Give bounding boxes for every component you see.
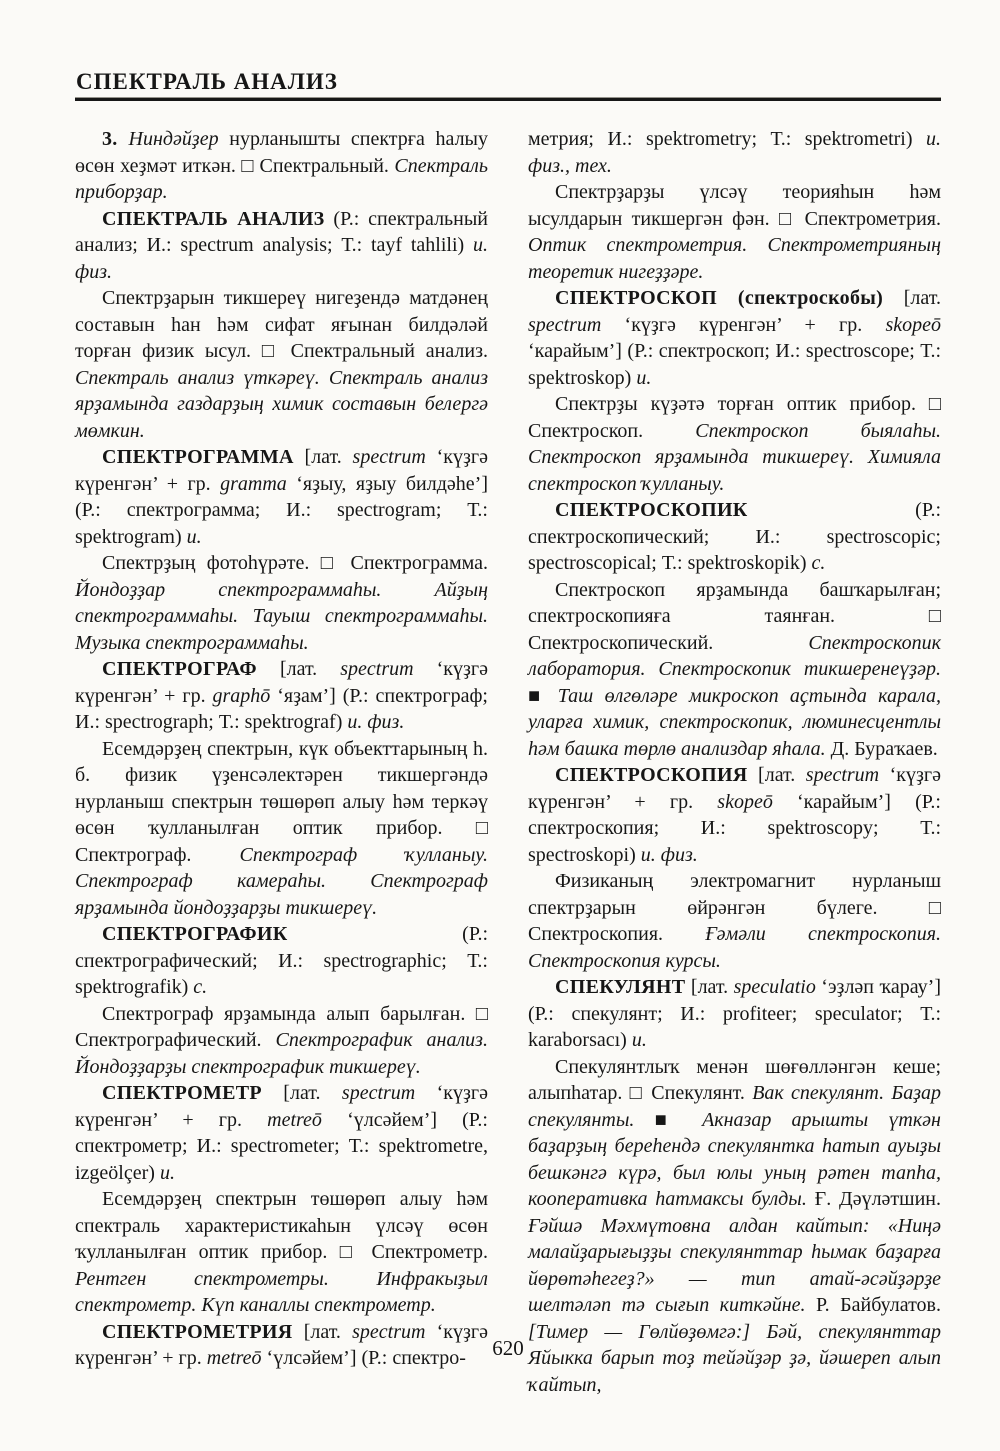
body-text: Р. Байбулатов. bbox=[805, 1294, 942, 1316]
dictionary-paragraph bbox=[528, 974, 941, 1054]
body-text: Физиканың электромагнит нурланыш спектрҙарын өйрәнгән бүлеге. □ Спектроскопия. bbox=[528, 870, 941, 945]
body-text: Есемдәрҙең спектрын төшөрөп алыу һәм спектраль характеристикаһын үлсәү өсөн ҡулланылған оптик прибор. □ Спектрометр. bbox=[75, 1188, 488, 1263]
body-text: ‘үлсәйем’] (Р.: спектро- bbox=[261, 1347, 466, 1369]
body-text: Спектрҙың фотоһүрәте. □ Спектрограмма. bbox=[102, 552, 488, 574]
header-rule-thick bbox=[75, 98, 941, 101]
headword-text: СПЕКТРАЛЬ АНАЛИЗ bbox=[102, 207, 325, 230]
body-text: ‘карайым’] (Р.: спектроскопия; И.: spektroscopy; Т.: spectroskopi) bbox=[528, 790, 941, 866]
italic-text: spectrum bbox=[528, 313, 602, 336]
italic-text: Оптик спектрометрия. Спектрометрияның теоретик нигеҙҙәре. bbox=[528, 234, 941, 283]
body-text: ‘күҙгә күренгән’ + гр. bbox=[601, 313, 886, 336]
italic-text: и. bbox=[631, 1029, 647, 1051]
body-text: Спектрограф ярҙамында алып барылған. □ Спектрографический. bbox=[75, 1002, 488, 1051]
italic-text: Вак спекулянт. Баҙар спекулянты. bbox=[528, 1082, 941, 1131]
body-text: Есемдәрҙең спектрын, күк объекттарының һ. б. физик үҙенсәлектәрен тикшергәндә нурланыш спектрын төшөрөп алыу һәм теркәү өсөн ҡулланылған оптик прибор. □ Спектрограф. bbox=[75, 737, 488, 866]
body-text: (Р.: спектрографический; И.: spectrographic; Т.: spektrografik) bbox=[75, 923, 488, 998]
italic-text: и. физ. bbox=[75, 234, 488, 283]
body-text: [лат. bbox=[293, 446, 353, 468]
body-text: ‘күҙгә күренгән’ + гр. bbox=[75, 1082, 488, 1131]
italic-text: spectrum bbox=[352, 446, 426, 468]
body-text: Спектрҙарҙы үлсәү теорияһын һәм ысулдарын тикшергән фән. □ Спектрометрия. bbox=[528, 181, 941, 230]
body-text: Д. Бураҡаев. bbox=[825, 737, 938, 760]
body-text: [лат. bbox=[261, 1082, 342, 1104]
headword-text: СПЕКТРОСКОПИЯ bbox=[555, 764, 748, 786]
italic-text: [Тимер — Гөлйөҙөмгә:] Бәй, спекулянттар Яйыкка барып тоҙ тейәйҙәр ҙә, йәшереп алып ҡайтып, bbox=[528, 1320, 941, 1396]
body-text: ‘күҙгә күренгән’ + гр. bbox=[75, 1320, 488, 1369]
italic-text: Ғәйшә Мәхмүтовна алдан кайтып: «Ниңә малайҙарығыҙҙы спекулянттар һымак баҙарға йөрөтәһегеҙ?» — тип атай-әсәйҙәрҙе шелтәләп тә сығып киткәйне. bbox=[528, 1214, 941, 1316]
headword-text: СПЕКТРОСКОПИК bbox=[555, 499, 748, 521]
body-text: ‘яҙыу, яҙыу билдәһе’] (Р.: спектрограмма; И.: spectrogram; Т.: spektrogram) bbox=[75, 472, 488, 548]
headword-text: СПЕКТРОГРАФ bbox=[102, 658, 257, 680]
dictionary-paragraph bbox=[75, 1186, 488, 1319]
italic-text: Спектроскоп быялаһы. Спектроскоп ярҙамында тикшереү. Химияла спектроскоп ҡулланыу. bbox=[528, 419, 941, 495]
italic-text: Рентген спектрометры. Инфракыҙыл спектрометр. Күп каналлы спектрометр. bbox=[75, 1267, 488, 1316]
italic-text: Спектрограф ҡулланыу. Спектрограф камераһы. Спектрограф ярҙамында йондоҙҙарҙы тикшереү. bbox=[75, 843, 488, 919]
body-text: [лат. bbox=[883, 287, 941, 309]
italic-text: metreō bbox=[267, 1108, 322, 1131]
body-text: Ғ. Дәүләтшин. bbox=[806, 1188, 941, 1210]
body-text: (Р.: спектроскопический; И.: spectroscopic; spectroscopical; Т.: spektroskopik) bbox=[528, 499, 941, 574]
body-text: Спектроскоп ярҙамында башҡарылған; спектроскопияға таянған. □ Спектроскопический. bbox=[528, 578, 941, 654]
dictionary-paragraph bbox=[75, 206, 488, 286]
body-text: Спекулянтлыҡ менән шөғөлләнгән кеше; алыпһатар. □ Спекулянт. bbox=[528, 1055, 941, 1104]
italic-text: spectrum bbox=[805, 764, 880, 786]
italic-text: с. bbox=[811, 552, 826, 574]
italic-text: и. bbox=[636, 366, 652, 389]
body-text: [лат. bbox=[747, 764, 806, 786]
body-text: Спектрҙы күҙәтә торған оптик прибор. □ Спектроскоп. bbox=[528, 393, 941, 442]
dictionary-paragraph bbox=[528, 285, 941, 391]
headword-text: СПЕКУЛЯНТ bbox=[555, 976, 686, 998]
italic-text: Спектрографик анализ. Йондоҙҙарҙы спектрографик тикшереү. bbox=[75, 1029, 488, 1078]
dictionary-paragraph bbox=[528, 577, 941, 763]
dictionary-paragraph bbox=[528, 497, 941, 577]
italic-text: Акназар арышты үткән баҙарҙың береһендә спекулянтка һатып ауыҙы бешкәнгә күрә, был юлы уның рәтен тапһа, кооперативка һатмаксы булды. bbox=[528, 1108, 941, 1210]
headword-text: СПЕКТРОСКОП (спектроскобы) bbox=[555, 287, 884, 309]
body-text: ■ bbox=[528, 684, 558, 707]
italic-text: и. bbox=[186, 525, 202, 548]
italic-text: Спектраль анализ үткәреү. Спектраль анализ ярҙамында газдарҙың химик составын белергә мөмкин. bbox=[75, 366, 488, 442]
header-rule bbox=[75, 97, 941, 101]
dictionary-paragraph bbox=[528, 391, 941, 497]
italic-text: speculatio bbox=[733, 976, 816, 998]
italic-text: Спектроскопик лаборатория. Спектроскопик тикшеренеүҙәр. bbox=[528, 631, 941, 680]
headword-text: СПЕКТРОМЕТР bbox=[102, 1082, 262, 1104]
body-text: ‘карайым’] (Р.: спектроскоп; И.: spectroscope; Т.: spektroskop) bbox=[528, 340, 941, 389]
dictionary-paragraph bbox=[75, 736, 488, 922]
body-text: Спектрҙарын тикшереү нигеҙендә матдәнең составын һан һәм сифат яғынан билдәләй торған физик ысул. □ Спектральный анализ. bbox=[75, 287, 488, 362]
body-text: ‘күҙгә күренгән’ + гр. bbox=[528, 764, 941, 813]
dictionary-paragraph bbox=[528, 126, 941, 179]
body-text: [лат. bbox=[292, 1320, 353, 1343]
body-text: ‘эҙләп ҡарау’] (Р.: спекулянт; И.: profiteer; speculator; Т.: karaborsacı) bbox=[528, 976, 941, 1051]
dictionary-paragraph bbox=[75, 1001, 488, 1081]
dictionary-paragraph bbox=[528, 179, 941, 285]
body-text: [лат. bbox=[256, 658, 341, 680]
italic-text: metreō bbox=[206, 1347, 262, 1369]
italic-text: spectrum bbox=[340, 658, 414, 680]
italic-text: graphō bbox=[212, 684, 271, 707]
dictionary-paragraph bbox=[528, 868, 941, 974]
body-text: (Р.: спектральный анализ; И.: spectrum analysis; Т.: tayf tahlili) bbox=[75, 207, 489, 256]
body-text: ‘үлсәйем’] (Р.: спектрометр; И.: spectrometer; Т.: spektrometre, izgeölçer) bbox=[75, 1108, 488, 1184]
headword-text: СПЕКТРОГРАФИК bbox=[102, 923, 288, 945]
body-text: нурланышты спектрға һалыу өсөн хеҙмәт иткән. □ Спектральный. bbox=[75, 128, 488, 177]
italic-text: и. bbox=[159, 1161, 175, 1184]
italic-text: gramma bbox=[220, 472, 287, 495]
text-columns bbox=[75, 126, 941, 1398]
italic-text: Ниндәйҙер bbox=[128, 128, 219, 150]
headword-text: СПЕКТРОГРАММА bbox=[102, 446, 294, 468]
dictionary-paragraph bbox=[75, 1080, 488, 1186]
italic-text: Ғәмәли спектроскопия. Спектроскопия курсы. bbox=[528, 923, 941, 972]
dictionary-paragraph bbox=[528, 762, 941, 868]
body-text: метрия; И.: spektrometry; Т.: spektrometri) bbox=[528, 128, 926, 150]
dictionary-paragraph bbox=[75, 550, 488, 656]
dictionary-paragraph bbox=[75, 126, 488, 206]
italic-text: Спектраль приборҙар. bbox=[75, 154, 488, 203]
italic-text: Таш өлгөләре микроскоп аҫтында карала, уларға химик, спектроскопик, люминесцентлы һәм башка төрлө анализдар яһала. bbox=[528, 684, 941, 760]
italic-text: и. физ., тех. bbox=[528, 128, 941, 177]
italic-text: и. физ. bbox=[347, 711, 405, 733]
italic-text: skopeō bbox=[717, 790, 773, 813]
dictionary-paragraph bbox=[75, 285, 488, 444]
body-text: [лат. bbox=[685, 976, 734, 998]
body-text: ‘яҙам’] (Р.: спектрограф; И.: spectrograph; Т.: spektrograf) bbox=[75, 684, 488, 733]
italic-text: с. bbox=[193, 976, 208, 998]
left-column bbox=[75, 126, 488, 1398]
italic-text: и. физ. bbox=[640, 843, 698, 866]
body-text: ‘күҙгә күренгән’ + гр. bbox=[75, 658, 488, 707]
dictionary-paragraph bbox=[75, 921, 488, 1001]
page-number: 620 bbox=[492, 1336, 524, 1360]
italic-text: skopeō bbox=[885, 313, 941, 336]
running-head: СПЕКТРАЛЬ АНАЛИЗ bbox=[76, 69, 338, 94]
italic-text: Йондоҙҙар спектрограммаһы. Айҙың спектрограммаһы. Тауыш спектрограммаһы. Музыка спектрограммаһы. bbox=[75, 578, 488, 654]
italic-text: spectrum bbox=[352, 1320, 426, 1343]
dictionary-paragraph bbox=[75, 444, 488, 550]
dictionary-paragraph bbox=[75, 656, 488, 736]
italic-text: spectrum bbox=[341, 1082, 416, 1104]
body-text: ■ bbox=[634, 1108, 703, 1131]
headword-text: СПЕКТРОМЕТРИЯ bbox=[102, 1320, 293, 1343]
right-column bbox=[528, 126, 941, 1398]
body-text: ‘күҙгә күренгән’ + гр. bbox=[75, 446, 488, 495]
headword-text: 3. bbox=[102, 128, 129, 150]
